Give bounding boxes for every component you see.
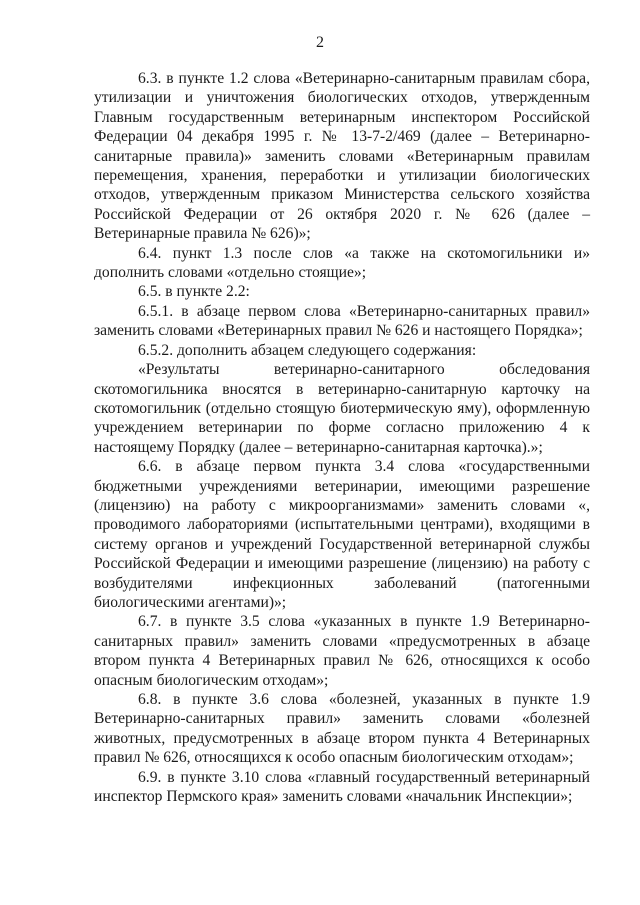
- paragraph-6-4: 6.4. пункт 1.3 после слов «а также на скотомогильники и» дополнить словами «отдельно стоящие»;: [94, 244, 590, 282]
- paragraph-6-5: 6.5. в пункте 2.2:: [138, 283, 250, 301]
- paragraph-6-8: 6.8. в пункте 3.6 слова «болезней, указанных в пункте 1.9 Ветеринарно-санитарных правил» заменить словами «болезней животных, предусмотренных в абзаце втором пункта 4 Ветеринарных правил № 626, относящихся к особо опасным биологическим отходам»;: [94, 691, 590, 767]
- paragraph-quoted-text: «Результаты ветеринарно-санитарного обследования скотомогильника вносятся в ветеринарно-санитарную карточку на скотомогильник (отдельно стоящую биотермическую яму), оформленную учреждением ветеринарии по форме согласно приложению 4 к настоящему Порядку (далее – ветеринарно-санитарная карточка).»;: [94, 361, 590, 456]
- page-number: 2: [316, 34, 324, 51]
- paragraph-6-6: 6.6. в абзаце первом пункта 3.4 слова «государственными бюджетными учреждениями ветеринарии, имеющими разрешение (лицензию) на работу с микроорганизмами» заменить словами «, проводимого лабораториями (испытательными центрами), входящими в систему органов и учреждений Государственной ветеринарной службы Российской Федерации и имеющими разрешение (лицензию) на работу с возбудителями инфекционных заболеваний (патогенными биологическими агентами)»;: [94, 458, 590, 611]
- paragraph-6-7: 6.7. в пункте 3.5 слова «указанных в пункте 1.9 Ветеринарно-санитарных правил» заменить словами «предусмотренных в абзаце втором пункта 4 Ветеринарных правил № 626, относящихся к особо опасным биологическим отходам»;: [94, 613, 590, 689]
- paragraph-6-9: 6.9. в пункте 3.10 слова «главный государственный ветеринарный инспектор Пермского края» заменить словами «начальник Инспекции»;: [94, 768, 590, 806]
- paragraph-6-5-2: 6.5.2. дополнить абзацем следующего содержания:: [138, 341, 477, 359]
- paragraph-6-3: 6.3. в пункте 1.2 слова «Ветеринарно-санитарным правилам сбора, утилизации и уничтожения биологических отходов, утвержденным Главным государственным ветеринарным инспектором Российской Федерации 04 декабря 1995 г. № 13-7-2/469 (далее – Ветеринарно-санитарные правила)» заменить словами «Ветеринарным правилам перемещения, хранения, переработки и утилизации биологических отходов, утвержденным приказом Министерства сельского хозяйства Российской Федерации от 26 октября 2020 г. № 626 (далее – Ветеринарные правила № 626)»;: [94, 70, 590, 243]
- document-body: [94, 69, 590, 806]
- paragraph-6-5-1: 6.5.1. в абзаце первом слова «Ветеринарно-санитарных правил» заменить словами «Ветеринарных правил № 626 и настоящего Порядка»;: [94, 302, 590, 340]
